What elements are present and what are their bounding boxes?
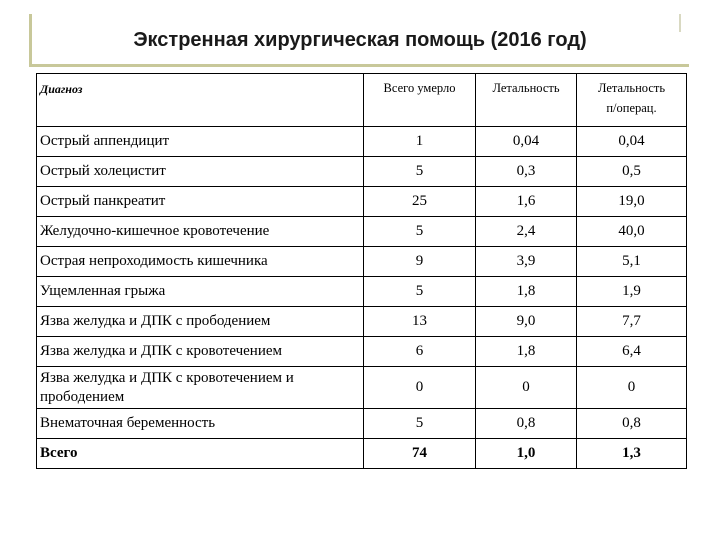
header-lethality-op bbox=[577, 74, 687, 127]
table-row bbox=[37, 277, 687, 307]
cell-deaths: 6 bbox=[364, 337, 476, 367]
header-lethality-op-line1: Летальность bbox=[597, 81, 666, 95]
cell-lethality: 3,9 bbox=[476, 247, 577, 277]
cell-deaths: 1 bbox=[364, 127, 476, 157]
cell-diagnosis: Острый аппендицит bbox=[37, 127, 364, 157]
cell-lethality: 9,0 bbox=[476, 307, 577, 337]
frame-bottom-line bbox=[29, 64, 689, 67]
cell-deaths: 5 bbox=[364, 409, 476, 439]
cell-lethality: 1,8 bbox=[476, 337, 577, 367]
cell-lethality: 0 bbox=[476, 367, 577, 409]
table-row bbox=[37, 127, 687, 157]
cell-lethality-op: 0,5 bbox=[577, 157, 687, 187]
table-row bbox=[37, 337, 687, 367]
cell-lethality-op: 19,0 bbox=[577, 187, 687, 217]
cell-lethality-op: 6,4 bbox=[577, 337, 687, 367]
table-row bbox=[37, 247, 687, 277]
cell-diagnosis: Внематочная беременность bbox=[37, 409, 364, 439]
cell-deaths: 5 bbox=[364, 277, 476, 307]
table-row-total bbox=[37, 439, 687, 469]
cell-lethality-op: 5,1 bbox=[577, 247, 687, 277]
cell-lethality-op: 1,3 bbox=[577, 439, 687, 469]
table-row bbox=[37, 409, 687, 439]
header-lethality: Летальность bbox=[476, 74, 577, 127]
cell-diagnosis: Острый холецистит bbox=[37, 157, 364, 187]
cell-lethality-op: 1,9 bbox=[577, 277, 687, 307]
cell-lethality-op: 0,04 bbox=[577, 127, 687, 157]
header-diagnosis: Диагноз bbox=[37, 74, 364, 127]
cell-lethality-op: 0,8 bbox=[577, 409, 687, 439]
cell-deaths: 13 bbox=[364, 307, 476, 337]
table-row bbox=[37, 187, 687, 217]
cell-diagnosis: Язва желудка и ДПК с кровотечением и прободением bbox=[37, 367, 364, 409]
cell-lethality: 1,6 bbox=[476, 187, 577, 217]
cell-lethality-op: 40,0 bbox=[577, 217, 687, 247]
cell-diagnosis: Острая непроходимость кишечника bbox=[37, 247, 364, 277]
cell-diagnosis: Язва желудка и ДПК с прободением bbox=[37, 307, 364, 337]
cell-lethality: 0,3 bbox=[476, 157, 577, 187]
cell-deaths: 0 bbox=[364, 367, 476, 409]
cell-lethality-op: 0 bbox=[577, 367, 687, 409]
cell-diagnosis: Острый панкреатит bbox=[37, 187, 364, 217]
table-row bbox=[37, 307, 687, 337]
table-row bbox=[37, 157, 687, 187]
table-row bbox=[37, 367, 687, 409]
cell-deaths: 74 bbox=[364, 439, 476, 469]
table-header-row bbox=[37, 74, 687, 127]
cell-deaths: 5 bbox=[364, 217, 476, 247]
cell-deaths: 25 bbox=[364, 187, 476, 217]
cell-diagnosis: Всего bbox=[37, 439, 364, 469]
cell-lethality: 2,4 bbox=[476, 217, 577, 247]
cell-diagnosis: Ущемленная грыжа bbox=[37, 277, 364, 307]
cell-diagnosis: Язва желудка и ДПК с кровотечением bbox=[37, 337, 364, 367]
header-lethality-op-line2: п/операц. bbox=[606, 101, 657, 115]
cell-diagnosis: Желудочно-кишечное кровотечение bbox=[37, 217, 364, 247]
cell-lethality-op: 7,7 bbox=[577, 307, 687, 337]
cell-lethality: 0,8 bbox=[476, 409, 577, 439]
cell-deaths: 9 bbox=[364, 247, 476, 277]
mortality-table bbox=[36, 73, 687, 469]
cell-lethality: 1,8 bbox=[476, 277, 577, 307]
page-title: Экстренная хирургическая помощь (2016 год) bbox=[133, 29, 587, 51]
table-row bbox=[37, 217, 687, 247]
cell-deaths: 5 bbox=[364, 157, 476, 187]
cell-lethality: 0,04 bbox=[476, 127, 577, 157]
header-deaths: Всего умерло bbox=[364, 74, 476, 127]
cell-lethality: 1,0 bbox=[476, 439, 577, 469]
